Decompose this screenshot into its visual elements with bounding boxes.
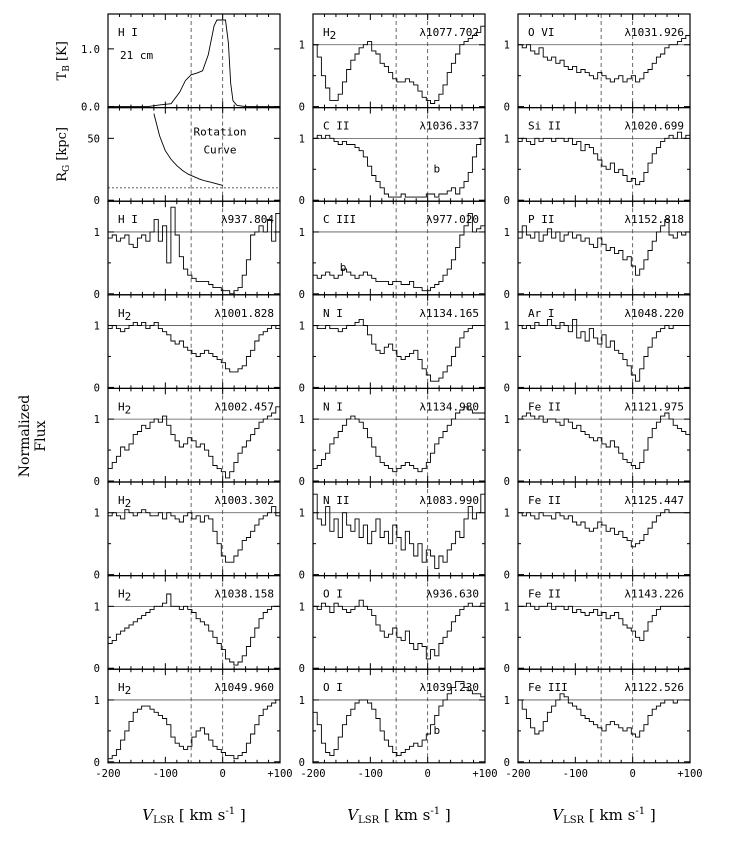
- x-axis-title: $V_{LSR}$ [ km $s^{-1}$ ]: [347, 806, 451, 826]
- y-tick-label: 1.0: [81, 43, 100, 56]
- panel-0-2: [94, 201, 280, 301]
- y-tick-label: 0: [93, 663, 100, 676]
- ion-label: N I: [323, 400, 343, 414]
- spectrum-line: [518, 36, 690, 82]
- panel-2-2: [504, 201, 690, 301]
- y-tick-label: 1: [93, 601, 100, 614]
- y-tick-label: 0: [93, 756, 100, 769]
- y-tick-label: 0: [93, 288, 100, 301]
- panel-0-4: [94, 388, 280, 488]
- panel-0-6: [94, 576, 280, 676]
- panel-y-axis-title: $T_B$ [K]: [55, 41, 72, 81]
- panel-y-axis-title: $R_G$ [kpc]: [55, 127, 72, 182]
- y-tick-label: 1: [298, 320, 305, 333]
- ion-label: N I: [323, 306, 343, 320]
- y-tick-label: 1: [93, 694, 100, 707]
- panel-2-3: [504, 295, 690, 395]
- ion-label: H2: [118, 494, 132, 510]
- panel-hi21: [55, 14, 280, 114]
- wavelength-label: λ1002.457: [214, 400, 274, 414]
- spectrum-line: [518, 603, 690, 640]
- x-tick-label: -200: [505, 767, 531, 780]
- wavelength-label: λ1077.702: [419, 26, 479, 39]
- y-tick-label: 1: [93, 320, 100, 333]
- y-tick-label: 1: [298, 507, 305, 520]
- y-tick-label: 1: [298, 601, 305, 614]
- panel-0-3: [94, 295, 280, 395]
- spectrum-line: [313, 319, 485, 381]
- ion-label: Fe II: [528, 587, 562, 601]
- y-tick-label: 0: [298, 195, 305, 208]
- y-tick-label: 0: [298, 756, 305, 769]
- ion-label: Ar I: [528, 306, 555, 320]
- y-tick-label: 0: [298, 569, 305, 582]
- panel-1-7: [299, 669, 498, 780]
- wavelength-label: λ1038.158: [214, 587, 274, 601]
- ion-label: Fe III: [528, 681, 568, 695]
- panel-2-6: [504, 576, 690, 676]
- x-tick-label: -100: [152, 767, 178, 780]
- y-tick-label: 0: [298, 382, 305, 395]
- ion-label: O I: [323, 681, 343, 695]
- x-tick-label: +100: [267, 767, 293, 780]
- y-tick-label: 0: [503, 195, 510, 208]
- x-tick-label: -100: [562, 767, 588, 780]
- ion-label: H2: [118, 587, 132, 604]
- y-tick-label: 1: [298, 133, 305, 146]
- y-tick-label: 1: [298, 694, 305, 707]
- y-tick-label: 1: [503, 414, 510, 427]
- wavelength-label: λ1122.526: [624, 681, 684, 695]
- spectrum-line: [518, 510, 690, 547]
- wavelength-label: λ1134.165: [419, 306, 479, 320]
- blend-note-label: b: [433, 162, 441, 176]
- y-tick-label: 0: [503, 101, 510, 114]
- wavelength-label: λ937.804: [221, 213, 274, 227]
- x-axis-title: $V_{LSR}$ [ km $s^{-1}$ ]: [552, 806, 656, 826]
- panel-frame: [108, 108, 280, 202]
- spectrum-line: [108, 700, 280, 759]
- y-tick-label: 1: [298, 414, 305, 427]
- ion-label: C II: [323, 119, 350, 133]
- wavelength-label: λ1125.447: [624, 494, 684, 507]
- ion-label: P II: [528, 213, 555, 227]
- ion-label: H I: [118, 213, 138, 227]
- ion-label: H2: [118, 400, 132, 417]
- wavelength-label: λ1031.926: [624, 26, 684, 39]
- ion-label: H2: [118, 306, 132, 323]
- wavelength-label: λ1036.337: [419, 119, 479, 133]
- panel-1-2: [299, 201, 485, 301]
- panel-1-0: [299, 14, 485, 114]
- panel-rot: [55, 108, 280, 208]
- x-tick-label: +100: [677, 767, 703, 780]
- panel-0-7: [94, 669, 293, 780]
- wavelength-label: λ1121.975: [624, 400, 684, 414]
- spectrum-line: [313, 600, 485, 659]
- y-tick-label: 0: [298, 476, 305, 488]
- panel-2-5: [504, 482, 690, 582]
- panel-0-5: [94, 482, 280, 582]
- ion-label: O I: [323, 587, 343, 601]
- spectrum-line: [108, 407, 280, 478]
- ion-label: Fe II: [528, 494, 562, 507]
- y-tick-label: 1: [503, 39, 510, 52]
- y-tick-label: 1: [503, 226, 510, 239]
- y-tick-label: 0: [298, 288, 305, 301]
- y-tick-label: 1: [503, 601, 510, 614]
- x-tick-label: -200: [300, 767, 326, 780]
- spectrum-line: [313, 135, 485, 197]
- y-tick-label: 0: [298, 101, 305, 114]
- y-tick-label: 0: [93, 195, 100, 208]
- y-tick-label: 0: [298, 663, 305, 676]
- wavelength-label: λ1083.990: [419, 494, 479, 507]
- spectrum-line: [518, 319, 690, 381]
- y-tick-label: 1: [298, 226, 305, 239]
- x-axis-title: $V_{LSR}$ [ km $s^{-1}$ ]: [142, 806, 246, 826]
- y-tick-label: 1: [503, 133, 510, 146]
- x-tick-label: 0: [629, 767, 636, 780]
- y-tick-label: 1: [503, 694, 510, 707]
- rotation-curve-label: Curve: [203, 143, 237, 157]
- spectrum-line: [108, 322, 280, 372]
- ion-label: N II: [323, 494, 350, 507]
- y-tick-label: 0: [503, 756, 510, 769]
- panel-1-1: [299, 108, 485, 208]
- spectrum-line: [108, 507, 280, 563]
- y-tick-label: 0: [93, 382, 100, 395]
- wavelength-label: λ977.020: [426, 213, 479, 227]
- ion-label: Fe II: [528, 400, 562, 414]
- ion-label: C III: [323, 213, 357, 227]
- panel-1-6: [299, 576, 485, 676]
- y-tick-label: 0: [503, 569, 510, 582]
- wavelength-label: λ1003.302: [214, 494, 274, 507]
- wavelength-label: λ1143.226: [624, 587, 684, 601]
- panel-2-7: [504, 669, 703, 780]
- wavelength-label: λ1048.220: [624, 306, 684, 320]
- wavelength-label: λ1001.828: [214, 306, 274, 320]
- wavelength-label: λ1020.699: [624, 119, 684, 133]
- ion-label: H2: [323, 26, 337, 42]
- y-tick-label: 0: [503, 663, 510, 676]
- y-tick-label: 0: [93, 569, 100, 582]
- y-tick-label: 1: [503, 507, 510, 520]
- panel-2-0: [504, 14, 690, 114]
- ion-label: O VI: [528, 26, 555, 39]
- spectrum-line: [518, 413, 690, 469]
- y-tick-label: 1: [298, 39, 305, 52]
- wavelength-label: λ1039.230: [419, 681, 479, 695]
- spectrum-line: [518, 132, 690, 185]
- y-tick-label: 1: [93, 507, 100, 520]
- spectrum-line: [518, 220, 690, 276]
- y-tick-label: 50: [87, 133, 100, 146]
- blend-note-label: b: [339, 260, 347, 274]
- y-tick-label: 0: [503, 288, 510, 301]
- wavelength-label: λ1049.960: [214, 681, 274, 695]
- x-tick-label: 0: [424, 767, 431, 780]
- ion-label: Si II: [528, 119, 562, 133]
- y-tick-label: 0: [503, 382, 510, 395]
- panel-2-1: [504, 108, 690, 208]
- x-tick-label: 0: [219, 767, 226, 780]
- blend-note-label: b: [433, 724, 441, 738]
- wavelength-label: λ1152.818: [624, 213, 684, 227]
- y-tick-label: 1: [93, 414, 100, 427]
- x-tick-label: -100: [357, 767, 383, 780]
- y-axis-title: Normalized Flux: [17, 394, 49, 478]
- spectrum-line: [313, 407, 485, 472]
- hi-21cm-label: 21 cm: [120, 49, 154, 62]
- y-tick-label: 1: [93, 226, 100, 239]
- y-tick-label: 0: [93, 476, 100, 488]
- ion-label: H I: [118, 26, 138, 39]
- wavelength-label: λ1134.980: [419, 400, 479, 414]
- spectrum-line: [108, 594, 280, 665]
- wavelength-label: λ936.630: [426, 587, 479, 601]
- x-tick-label: -200: [95, 767, 121, 780]
- y-tick-label: 1: [503, 320, 510, 333]
- panel-1-5: [299, 482, 485, 582]
- x-tick-label: +100: [472, 767, 498, 780]
- y-tick-label: 0.0: [81, 101, 100, 114]
- y-tick-label: 0: [503, 476, 510, 488]
- rotation-curve-label: Rotation: [193, 125, 247, 139]
- panel-1-3: [299, 295, 485, 395]
- panel-2-4: [504, 388, 690, 488]
- ion-label: H2: [118, 681, 132, 698]
- panel-1-4: [299, 388, 485, 488]
